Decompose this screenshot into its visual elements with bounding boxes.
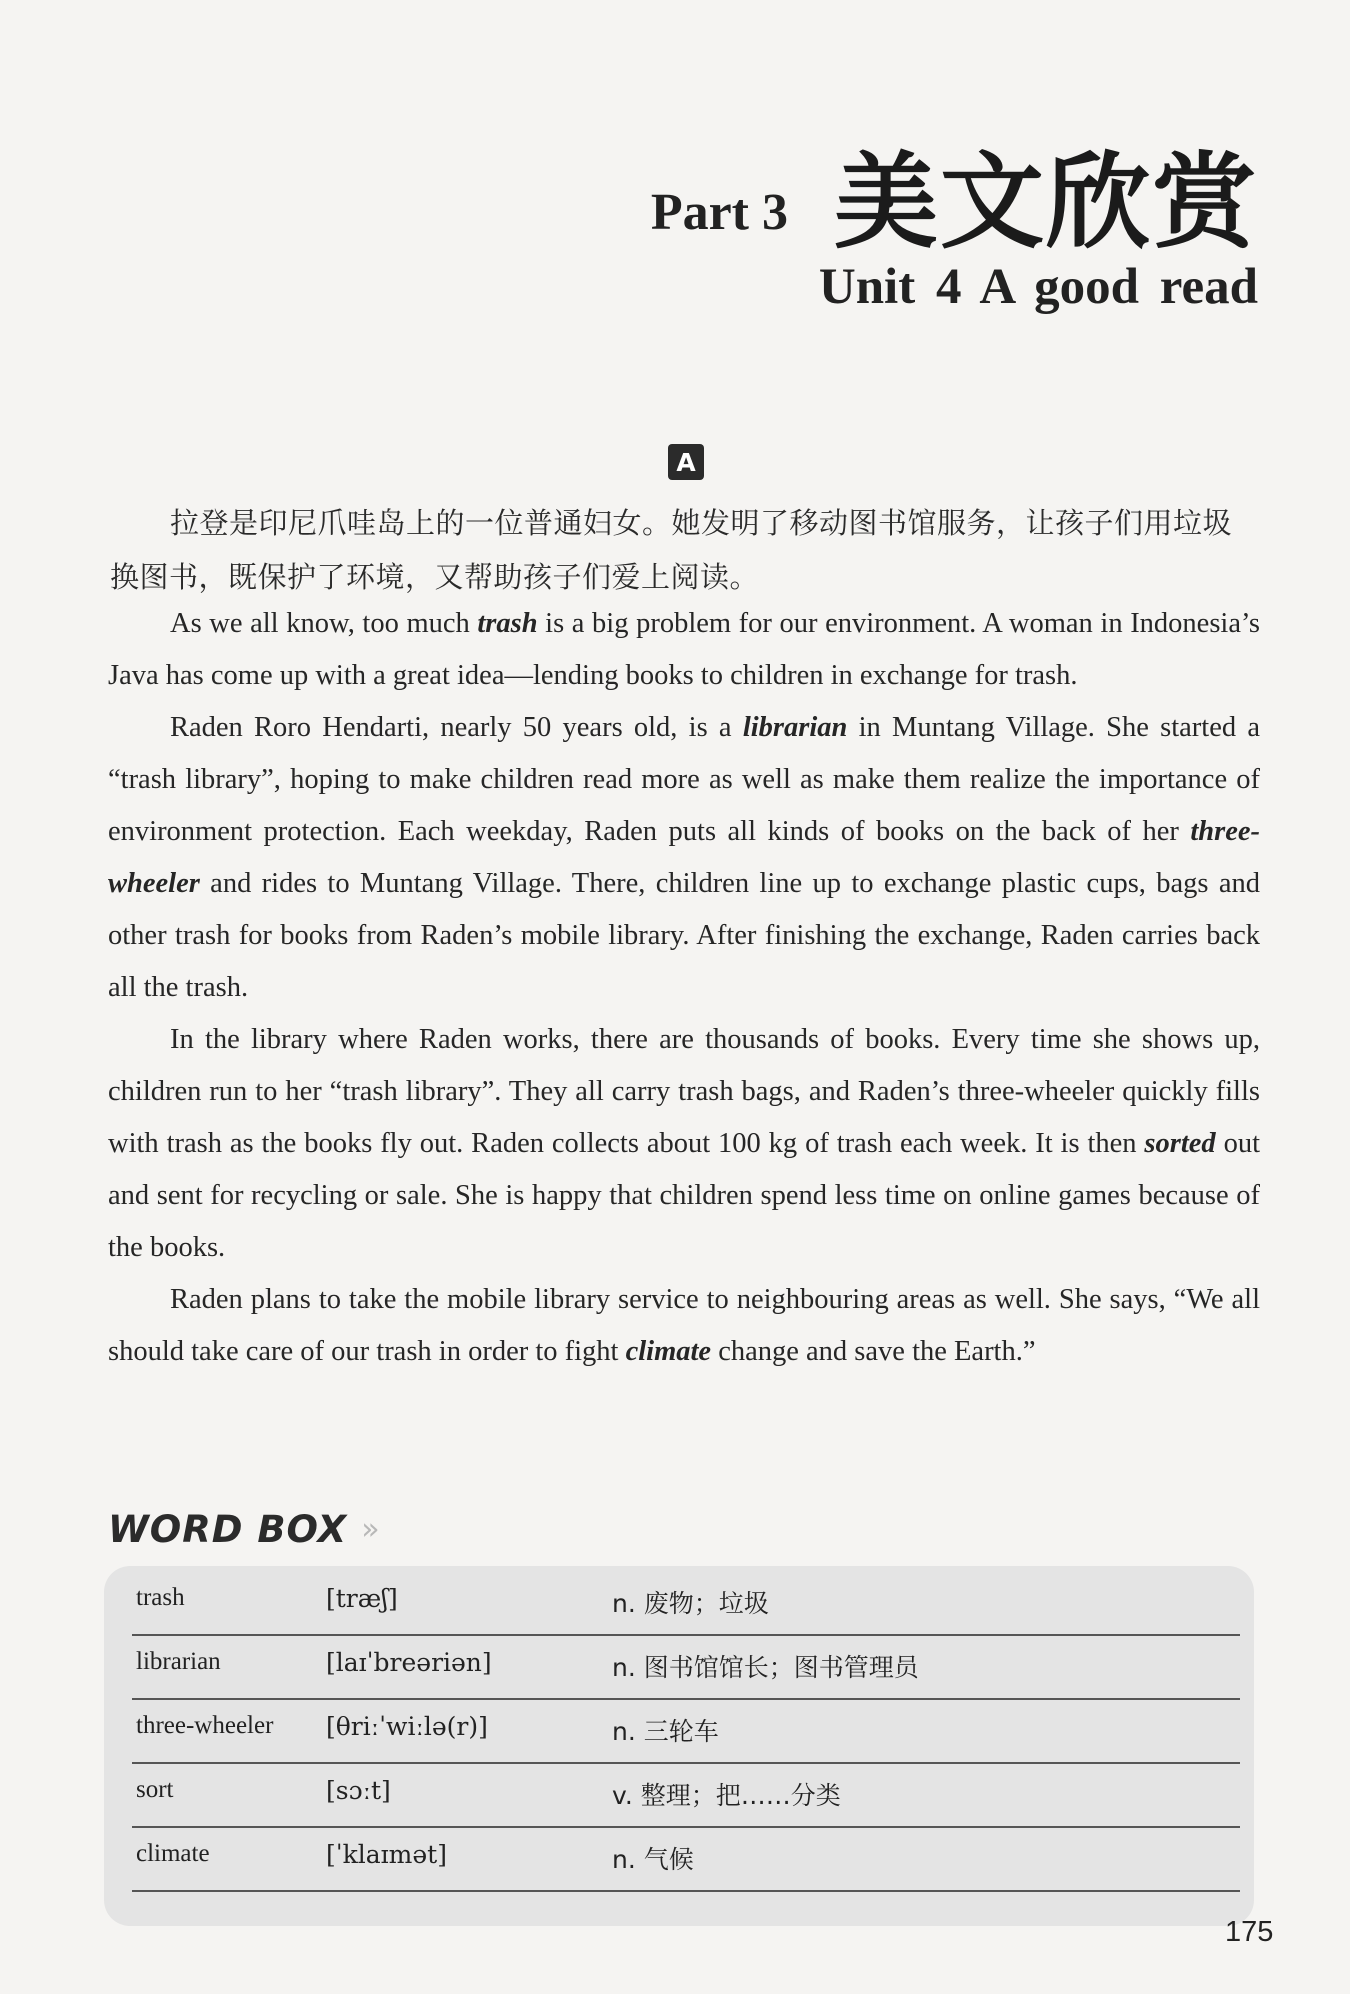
keyword-three-wheeler: three-wheeler <box>108 816 1260 899</box>
paragraph-4 <box>108 1274 1260 1378</box>
text-run: is a big problem for our environment. A woman in Indonesia’s Java has come up with a great idea—lending books to children in exchange for trash. <box>108 608 1260 691</box>
phonetic: [laɪˈbreəriən] <box>326 1648 492 1677</box>
word-row <box>132 1634 1240 1700</box>
phonetic: [ˈklaɪmət] <box>326 1840 447 1869</box>
word: climate <box>136 1840 210 1867</box>
text-run: Raden plans to take the mobile library service to neighbouring areas as well. She says, “We all should take care of our trash in order to fight <box>108 1284 1260 1367</box>
double-chevron-icon: » <box>361 1512 380 1547</box>
word: three-wheeler <box>136 1712 274 1739</box>
keyword-climate: climate <box>625 1336 712 1367</box>
paragraph-2 <box>108 702 1260 1014</box>
paragraph-3 <box>108 1014 1260 1274</box>
page-number: 175 <box>1225 1916 1274 1948</box>
part-title: 美文欣赏 <box>833 141 1258 263</box>
text-run: As we all know, too much <box>170 608 478 639</box>
word-row <box>132 1570 1240 1636</box>
text-run: in Muntang Village. She started a “trash library”, hoping to make children read more as well as make them realize the importance of environment protection. Each weekday, Raden puts all kinds of books on the back of her <box>108 712 1261 847</box>
word-row <box>132 1698 1240 1764</box>
word: sort <box>136 1776 174 1803</box>
chinese-intro: 拉登是印尼爪哇岛上的一位普通妇女。她发明了移动图书馆服务，让孩子们用垃圾换图书，既保护了环境，又帮助孩子们爱上阅读。 <box>110 506 1233 594</box>
phonetic: [sɔːt] <box>326 1776 391 1805</box>
phonetic: [træʃ] <box>326 1584 398 1613</box>
paragraph-1 <box>108 598 1260 702</box>
word-box <box>104 1566 1254 1926</box>
text-run: and rides to Muntang Village. There, children line up to exchange plastic cups, bags and other trash for books from Raden’s mobile library. After finishing the exchange, Raden carries back all the trash. <box>108 868 1260 1003</box>
word-box-heading <box>108 1508 380 1551</box>
keyword-librarian: librarian <box>742 712 848 743</box>
definition: v. 整理；把……分类 <box>612 1781 841 1810</box>
part-label: Part 3 <box>650 184 788 241</box>
section-badge: A <box>668 444 704 480</box>
article <box>108 598 1260 1378</box>
text-run: In the library where Raden works, there are thousands of books. Every time she shows up, children run to her “trash library”. They all carry trash bags, and Raden’s three-wheeler quickly fills with trash as the books fly out. Raden collects about 100 kg of trash each week. It is then <box>108 1024 1260 1159</box>
word: librarian <box>136 1648 221 1675</box>
word-box-title: WORD BOX <box>108 1508 348 1551</box>
text-run: out and sent for recycling or sale. She is happy that children spend less time on online games because of the books. <box>108 1128 1260 1263</box>
text-run: change and save the Earth.” <box>711 1336 1036 1367</box>
definition: n. 三轮车 <box>612 1717 719 1746</box>
text-run: Raden Roro Hendarti, nearly 50 years old, is a <box>170 712 743 743</box>
definition: n. 图书馆馆长；图书管理员 <box>612 1653 919 1682</box>
page-header <box>650 141 1258 316</box>
definition: n. 气候 <box>612 1845 694 1874</box>
phonetic: [θriːˈwiːlə(r)] <box>326 1712 488 1741</box>
keyword-sorted: sorted <box>1144 1128 1216 1159</box>
definition: n. 废物；垃圾 <box>612 1589 769 1618</box>
word-row <box>132 1826 1240 1892</box>
unit-title: Unit 4 A good read <box>818 259 1258 315</box>
word: trash <box>136 1584 185 1611</box>
header-row <box>650 141 1258 263</box>
word-row <box>132 1762 1240 1828</box>
keyword-trash: trash <box>477 608 538 639</box>
